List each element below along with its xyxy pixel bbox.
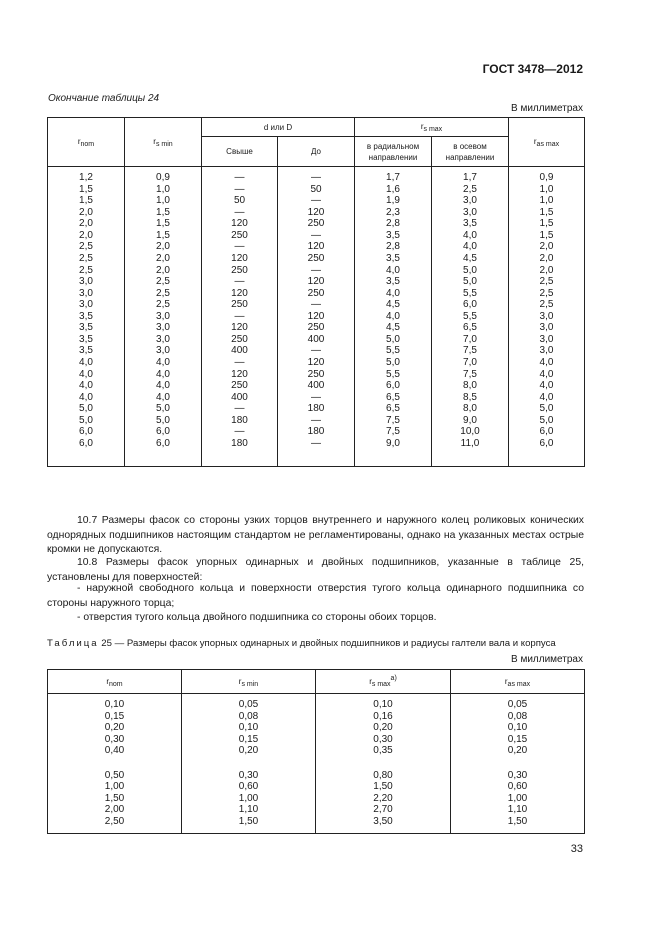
cell: 2,0	[156, 252, 170, 264]
table-25	[47, 669, 585, 834]
cell: 5,0	[79, 414, 93, 426]
group-2	[316, 770, 450, 828]
cell: 3,0	[79, 287, 93, 299]
paragraph-10-7: 10.7 Размеры фасок со стороны узких торцов внутреннего и наружного колец роликовых конических однорядных подшипников настоящим стандартом не регламентированы, однако на указанных местах острые кромки не допускаются.	[47, 515, 584, 556]
table-25-caption-label: Таблица	[47, 638, 99, 649]
cell: 180	[231, 414, 248, 426]
cell: 120	[307, 206, 325, 218]
cell: 1,00	[104, 781, 125, 793]
column-axial	[432, 167, 509, 467]
header-r-nom: $r_{nom}$	[48, 118, 125, 167]
cell: 0,40	[104, 745, 125, 757]
cell: 180	[307, 426, 325, 438]
cell: 0,20	[507, 745, 528, 757]
cell: 50	[310, 183, 322, 195]
cell: 120	[231, 218, 248, 230]
cell: 2,5	[79, 252, 93, 264]
cell: 1,00	[238, 792, 259, 804]
cell: —	[311, 345, 321, 357]
table-24	[47, 117, 585, 467]
cell: 10,0	[460, 426, 480, 438]
group-1	[202, 172, 277, 230]
cell: 2,50	[104, 815, 125, 827]
cell: 1,10	[238, 804, 259, 816]
cell: 1,5	[539, 206, 554, 218]
cell: 5,0	[539, 414, 554, 426]
cell: 1,6	[386, 183, 400, 195]
column-rs-min	[182, 694, 316, 834]
cell: 0,20	[238, 745, 259, 757]
cell: —	[234, 276, 245, 288]
cell: 7,0	[463, 333, 477, 345]
cell: 0,30	[238, 769, 259, 781]
cell: 0,30	[104, 733, 125, 745]
cell: 3,5	[79, 333, 93, 345]
header-r-nom: $r_{nom}$	[48, 670, 182, 694]
cell: 3,5	[386, 229, 400, 241]
cell: 4,5	[386, 322, 400, 334]
group-1	[125, 172, 201, 230]
cell: —	[311, 414, 321, 426]
group-2	[182, 770, 315, 828]
cell: —	[311, 264, 321, 276]
cell: 4,0	[463, 229, 477, 241]
cell: 1,0	[156, 195, 170, 207]
cell: 3,50	[373, 815, 393, 827]
group-1	[509, 172, 584, 230]
cell: 5,0	[463, 264, 477, 276]
header-rs-max: $r_{s max}^{a)}$	[316, 670, 451, 694]
cell: 1,5	[79, 195, 93, 207]
table-25-units: В миллиметрах	[511, 654, 583, 665]
cell: 1,00	[507, 792, 528, 804]
cell: 0,60	[238, 781, 259, 793]
cell: 1,5	[156, 229, 170, 241]
header-rs-min: $r_{s min}$	[182, 670, 316, 694]
group-5	[48, 403, 124, 461]
group-1	[48, 172, 124, 230]
cell: 1,5	[539, 229, 554, 241]
list-item-outer-surface: - наружной свободного кольца и поверхности отверстия тугого кольца одинарного подшипника со стороны наружного торца;	[47, 583, 584, 609]
group-4	[202, 345, 277, 403]
cell: 6,0	[539, 437, 554, 449]
group-5	[125, 403, 201, 461]
group-2	[48, 230, 124, 288]
cell: 0,20	[373, 722, 393, 734]
cell: 0,05	[507, 699, 528, 710]
cell: 5,5	[386, 345, 400, 357]
group-2	[451, 770, 584, 828]
cell: 120	[307, 276, 325, 288]
cell: 0,05	[238, 699, 259, 710]
group-3	[48, 288, 124, 346]
cell: 0,80	[373, 769, 393, 781]
cell: 6,0	[539, 426, 554, 438]
cell: 0,15	[238, 733, 259, 745]
cell: 2,0	[79, 218, 93, 230]
cell: —	[311, 172, 321, 183]
column-ras-max	[509, 167, 585, 467]
group-3	[355, 288, 431, 346]
cell: 0,30	[507, 769, 528, 781]
cell: 250	[307, 218, 325, 230]
cell: 5,0	[79, 403, 93, 415]
cell: 7,5	[386, 426, 400, 438]
cell: 2,5	[539, 299, 554, 311]
cell: 7,5	[463, 368, 477, 380]
cell: —	[234, 356, 245, 368]
cell: 4,0	[539, 368, 554, 380]
cell: 1,5	[156, 206, 170, 218]
table-24-caption: Окончание таблицы 24	[48, 93, 160, 104]
cell: 2,5	[79, 241, 93, 253]
column-to	[278, 167, 355, 467]
cell: 6,0	[386, 380, 400, 392]
cell: 4,0	[79, 380, 93, 392]
cell: 120	[307, 241, 325, 253]
cell: 8,5	[463, 391, 477, 403]
cell: 400	[231, 391, 248, 403]
cell: 0,16	[373, 710, 393, 722]
cell: —	[234, 172, 245, 183]
cell: 1,7	[386, 172, 400, 183]
cell: 0,9	[539, 172, 554, 183]
cell: —	[234, 403, 245, 415]
cell: 5,0	[539, 403, 554, 415]
table-25-caption	[47, 638, 556, 649]
cell: 120	[231, 368, 248, 380]
group-5	[432, 403, 508, 461]
cell: 8,0	[463, 380, 477, 392]
group-1	[316, 699, 450, 770]
cell: 7,5	[386, 414, 400, 426]
column-rs-min	[125, 167, 202, 467]
header-rs-max: $r_{s max}$	[355, 118, 509, 137]
cell: 2,0	[539, 241, 554, 253]
cell: 3,5	[79, 322, 93, 334]
group-2	[278, 230, 354, 288]
cell: 2,8	[386, 218, 400, 230]
group-4	[355, 345, 431, 403]
column-r-nom	[48, 694, 182, 834]
cell: 2,70	[373, 804, 393, 816]
cell: 4,0	[156, 356, 170, 368]
cell: 2,5	[156, 276, 170, 288]
cell: 250	[231, 229, 248, 241]
cell: 2,0	[539, 264, 554, 276]
cell: 6,5	[386, 391, 400, 403]
table-25-caption-text: 25 — Размеры фасок упорных одинарных и двойных подшипников и радиусы галтели вала и корпуса	[98, 638, 556, 649]
cell: 4,0	[79, 391, 93, 403]
cell: 250	[307, 252, 325, 264]
group-3	[278, 288, 354, 346]
cell: 2,0	[79, 229, 93, 241]
group-2	[125, 230, 201, 288]
cell: 0,60	[507, 781, 528, 793]
cell: 1,5	[156, 218, 170, 230]
cell: 4,0	[539, 391, 554, 403]
group-4	[278, 345, 354, 403]
cell: 2,20	[373, 792, 393, 804]
header-d-or-D: d или D	[202, 118, 355, 137]
group-4	[125, 345, 201, 403]
cell: 2,0	[156, 264, 170, 276]
cell: 4,0	[539, 380, 554, 392]
cell: 250	[231, 333, 248, 345]
cell: 3,0	[539, 345, 554, 357]
cell: 5,0	[156, 414, 170, 426]
cell: 120	[231, 287, 248, 299]
group-1	[48, 699, 181, 770]
cell: 8,0	[463, 403, 477, 415]
cell: 1,2	[79, 172, 93, 183]
cell: —	[234, 310, 245, 322]
cell: 250	[307, 322, 325, 334]
cell: 6,0	[79, 437, 93, 449]
cell: 2,5	[463, 183, 477, 195]
cell: 0,35	[373, 745, 393, 757]
cell: 4,5	[463, 252, 477, 264]
cell: 9,0	[463, 414, 477, 426]
cell: 3,0	[156, 333, 170, 345]
page-number: 33	[570, 843, 583, 855]
cell: 3,5	[386, 252, 400, 264]
group-3	[202, 288, 277, 346]
cell: 3,0	[156, 345, 170, 357]
cell: 4,0	[386, 310, 400, 322]
cell: 250	[231, 299, 248, 311]
cell: 0,10	[238, 722, 259, 734]
cell: 2,3	[386, 206, 400, 218]
cell: 2,5	[156, 287, 170, 299]
cell: 400	[231, 345, 248, 357]
cell: 2,0	[79, 206, 93, 218]
cell: 1,9	[386, 195, 400, 207]
cell: 5,5	[463, 310, 477, 322]
list-item-bore: - отверстия тугого кольца двойного подшипника со стороны обоих торцов.	[77, 612, 437, 623]
cell: 5,5	[386, 368, 400, 380]
cell: 4,0	[539, 356, 554, 368]
cell: 400	[307, 380, 325, 392]
cell: 180	[231, 437, 248, 449]
group-1	[278, 172, 354, 230]
cell: 9,0	[386, 437, 400, 449]
group-5	[509, 403, 584, 461]
cell: 1,50	[507, 815, 528, 827]
cell: 1,7	[463, 172, 477, 183]
group-1	[182, 699, 315, 770]
cell: —	[311, 195, 321, 207]
cell: 6,0	[463, 299, 477, 311]
cell: 0,9	[156, 172, 170, 183]
cell: 3,0	[539, 322, 554, 334]
cell: 6,0	[156, 426, 170, 438]
cell: 250	[307, 287, 325, 299]
cell: 6,5	[463, 322, 477, 334]
cell: 3,0	[463, 195, 477, 207]
header-over: Свыше	[202, 137, 278, 167]
cell: 50	[233, 195, 246, 207]
cell: 120	[231, 252, 248, 264]
cell: 2,5	[156, 299, 170, 311]
cell: 2,00	[104, 804, 125, 816]
cell: 3,5	[463, 218, 477, 230]
cell: 120	[307, 310, 325, 322]
footnote-marker: a)	[390, 675, 397, 682]
cell: 1,0	[539, 195, 554, 207]
cell: 4,0	[156, 368, 170, 380]
cell: 2,5	[79, 264, 93, 276]
cell: 1,0	[539, 183, 554, 195]
group-4	[432, 345, 508, 403]
cell: 5,0	[463, 276, 477, 288]
column-radial	[355, 167, 432, 467]
cell: 250	[231, 380, 248, 392]
cell: —	[234, 241, 245, 253]
header-radial: в радиальном направлении	[355, 137, 432, 167]
cell: 4,0	[79, 368, 93, 380]
group-2	[202, 230, 277, 288]
cell: 3,5	[79, 345, 93, 357]
cell: 120	[307, 356, 325, 368]
group-1	[355, 172, 431, 230]
cell: —	[311, 229, 321, 241]
cell: —	[311, 299, 321, 311]
cell: —	[234, 206, 245, 218]
cell: 2,5	[539, 287, 554, 299]
cell: 250	[231, 264, 248, 276]
cell: 0,50	[104, 769, 125, 781]
group-1	[451, 699, 584, 770]
cell: 1,5	[79, 183, 93, 195]
paragraph-10-8: 10.8 Размеры фасок упорных одинарных и двойных подшипников, указанные в таблице 25, установлены для поверхностей:	[47, 557, 584, 583]
cell: 3,0	[79, 299, 93, 311]
group-2	[432, 230, 508, 288]
column-rs-max	[316, 694, 451, 834]
cell: 3,0	[463, 206, 477, 218]
group-2	[48, 770, 181, 828]
cell: 4,0	[386, 287, 400, 299]
cell: 0,08	[238, 710, 259, 722]
cell: —	[234, 426, 245, 438]
cell: 400	[307, 333, 325, 345]
group-5	[202, 403, 277, 461]
document-code: ГОСТ 3478—2012	[482, 62, 583, 76]
group-3	[432, 288, 508, 346]
cell: 0,10	[373, 699, 393, 710]
cell: —	[311, 391, 321, 403]
cell: 1,50	[104, 792, 125, 804]
cell: 11,0	[460, 437, 480, 449]
cell: 3,0	[156, 322, 170, 334]
cell: 4,0	[386, 264, 400, 276]
cell: 180	[307, 403, 325, 415]
group-3	[125, 288, 201, 346]
header-rs-min: $r_{s min}$	[125, 118, 202, 167]
cell: 120	[231, 322, 248, 334]
cell: 6,0	[156, 437, 170, 449]
group-3	[509, 288, 584, 346]
cell: 3,5	[386, 276, 400, 288]
cell: 0,08	[507, 710, 528, 722]
cell: 7,0	[463, 356, 477, 368]
group-2	[355, 230, 431, 288]
cell: 5,5	[463, 287, 477, 299]
header-axial: в осевом направлении	[432, 137, 509, 167]
cell: 3,0	[79, 276, 93, 288]
cell: 2,5	[539, 276, 554, 288]
cell: 4,0	[156, 380, 170, 392]
cell: 250	[307, 368, 325, 380]
cell: 2,0	[156, 241, 170, 253]
group-5	[278, 403, 354, 461]
cell: 1,50	[238, 815, 259, 827]
cell: —	[234, 183, 245, 195]
cell: 7,5	[463, 345, 477, 357]
header-ras-max: $r_{as max}$	[509, 118, 585, 167]
cell: 3,5	[79, 310, 93, 322]
cell: 4,0	[79, 356, 93, 368]
cell: 4,0	[463, 241, 477, 253]
cell: 0,10	[104, 699, 125, 710]
table-24-units: В миллиметрах	[511, 103, 583, 114]
cell: 1,10	[507, 804, 528, 816]
group-4	[509, 345, 584, 403]
header-ras-max: $r_{as max}$	[451, 670, 585, 694]
cell: 3,0	[539, 310, 554, 322]
cell: 5,0	[386, 356, 400, 368]
column-ras-max	[451, 694, 585, 834]
cell: 6,5	[386, 403, 400, 415]
cell: —	[311, 437, 321, 449]
cell: 0,15	[507, 733, 528, 745]
cell: 2,0	[539, 252, 554, 264]
cell: 1,5	[539, 218, 554, 230]
cell: 4,5	[386, 299, 400, 311]
cell: 0,15	[104, 710, 125, 722]
cell: 0,30	[373, 733, 393, 745]
cell: 1,50	[373, 781, 393, 793]
group-1	[432, 172, 508, 230]
cell: 2,8	[386, 241, 400, 253]
column-r-nom	[48, 167, 125, 467]
group-5	[355, 403, 431, 461]
cell: 3,0	[156, 310, 170, 322]
cell: 5,0	[386, 333, 400, 345]
cell: 6,0	[79, 426, 93, 438]
group-2	[509, 230, 584, 288]
cell: 4,0	[156, 391, 170, 403]
cell: 1,0	[156, 183, 170, 195]
cell: 3,0	[539, 333, 554, 345]
cell: 0,20	[104, 722, 125, 734]
column-over	[202, 167, 278, 467]
header-to: До	[278, 137, 355, 167]
cell: 0,10	[507, 722, 528, 734]
group-4	[48, 345, 124, 403]
cell: 5,0	[156, 403, 170, 415]
